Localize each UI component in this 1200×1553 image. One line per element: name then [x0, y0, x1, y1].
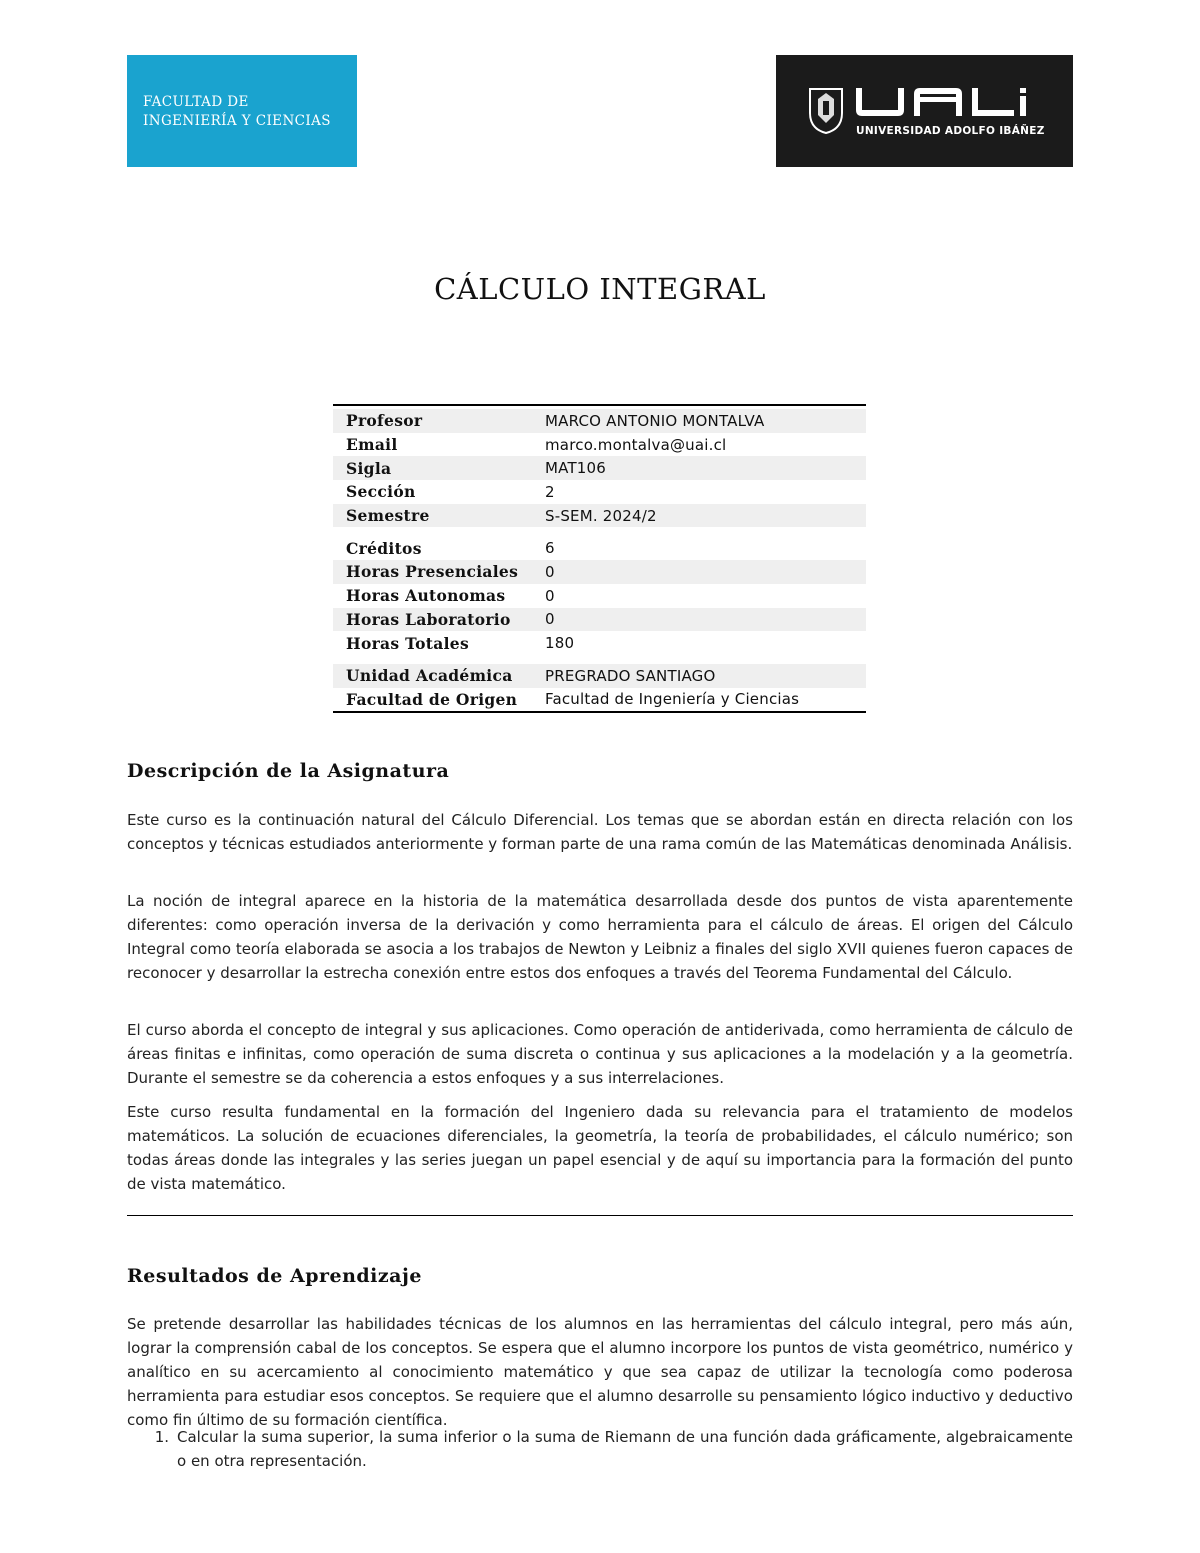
info-row-seccion	[333, 480, 866, 504]
uai-wordmark-icon	[854, 88, 1044, 118]
info-value: 6	[545, 539, 555, 558]
faculty-logo-line1: FACULTAD DE	[143, 94, 249, 110]
university-logo	[776, 55, 1073, 167]
faculty-logo-line2: INGENIERÍA Y CIENCIAS	[143, 113, 331, 129]
info-row-horas-presenciales	[333, 560, 866, 584]
info-label: Email	[346, 435, 398, 455]
faculty-logo	[127, 55, 357, 167]
description-paragraph: El curso aborda el concepto de integral y sus aplicaciones. Como operación de antiderivada, como herramienta de cálculo de áreas finitas e infinitas, como operación de suma discreta o continua y sus aplicaciones a la modelación y a la geometría. Durante el semestre se da coherencia a estos enfoques y a sus interrelaciones.	[127, 1021, 1073, 1087]
section-heading-descripcion: Descripción de la Asignatura	[127, 760, 450, 782]
info-value: Facultad de Ingeniería y Ciencias	[545, 690, 800, 709]
university-name: UNIVERSIDAD ADOLFO IBÁÑEZ	[856, 125, 1045, 137]
info-value: PREGRADO SANTIAGO	[545, 666, 716, 685]
info-label: Horas Presenciales	[346, 562, 519, 582]
info-row-unidad-academica	[333, 664, 866, 688]
page-title: CÁLCULO INTEGRAL	[434, 272, 766, 306]
info-value: MAT106	[545, 459, 607, 478]
info-value: marco.montalva@uai.cl	[545, 435, 727, 454]
university-seal-icon	[806, 85, 846, 135]
info-label: Horas Totales	[346, 633, 469, 653]
list-item	[127, 1425, 1073, 1473]
learning-outcomes-list	[127, 1425, 1073, 1473]
info-label: Sigla	[346, 458, 392, 478]
info-row-horas-totales	[333, 631, 866, 655]
course-info-table	[333, 404, 866, 713]
info-value: MARCO ANTONIO MONTALVA	[545, 411, 765, 430]
results-intro-paragraph: Se pretende desarrollar las habilidades técnicas de los alumnos en las herramientas del cálculo integral, pero más aún, lograr la comprensión cabal de los conceptos. Se espera que el alumno incorpore los puntos de vista geométrico, numérico y analítico en su acercamiento al conocimiento matemático y que sea capaz de utilizar la tecnología como poderosa herramienta para estudiar esos conceptos. Se requiere que el alumno desarrolle su pensamiento lógico inductivo y deductivo como fin último de su formación científica.	[127, 1315, 1073, 1429]
info-value: 0	[545, 586, 555, 605]
info-row-sigla	[333, 456, 866, 480]
description-paragraph: Este curso resulta fundamental en la formación del Ingeniero dada su relevancia para el tratamiento de modelos matemáticos. La solución de ecuaciones diferenciales, la geometría, la teoría de probabilidades, el cálculo numérico; son todas áreas donde las integrales y las series juegan un papel esencial y de aquí su importancia para la formación del punto de vista matemático.	[127, 1103, 1073, 1193]
section-divider	[127, 1215, 1073, 1216]
info-row-creditos	[333, 536, 866, 560]
list-item-number: 1.	[154, 1428, 169, 1446]
info-row-email	[333, 433, 866, 457]
description-paragraph: Este curso es la continuación natural del Cálculo Diferencial. Los temas que se abordan están en directa relación con los conceptos y técnicas estudiados anteriormente y forman parte de una rama común de las Matemáticas denominada Análisis.	[127, 811, 1073, 853]
info-label: Facultad de Origen	[346, 689, 518, 709]
info-value: 2	[545, 482, 555, 501]
section-heading-resultados: Resultados de Aprendizaje	[127, 1265, 422, 1287]
info-label: Sección	[346, 482, 416, 502]
info-label: Créditos	[346, 538, 422, 558]
info-value: 0	[545, 562, 555, 581]
list-item-text: Calcular la suma superior, la suma inferior o la suma de Riemann de una función dada gráficamente, algebraicamente o en otra representación.	[177, 1428, 1073, 1470]
info-value: S-SEM. 2024/2	[545, 506, 657, 525]
info-row-facultad-origen	[333, 688, 866, 712]
info-label: Horas Autonomas	[346, 586, 506, 606]
description-paragraph: La noción de integral aparece en la historia de la matemática desarrollada desde dos puntos de vista aparentemente diferentes: como operación inversa de la derivación y como herramienta para el cálculo de áreas. El origen del Cálculo Integral como teoría elaborada se asocia a los trabajos de Newton y Leibniz a finales del siglo XVII quienes fueron capaces de reconocer y desarrollar la estrecha conexión entre estos dos enfoques a través del Teorema Fundamental del Cálculo.	[127, 892, 1073, 982]
info-label: Semestre	[346, 506, 430, 526]
info-value: 0	[545, 610, 555, 629]
info-row-semestre	[333, 504, 866, 528]
info-row-horas-laboratorio	[333, 608, 866, 632]
info-value: 180	[545, 634, 575, 653]
info-label: Horas Laboratorio	[346, 609, 511, 629]
info-label: Profesor	[346, 411, 423, 431]
info-label: Unidad Académica	[346, 666, 513, 686]
info-row-profesor	[333, 409, 866, 433]
info-row-horas-autonomas	[333, 584, 866, 608]
